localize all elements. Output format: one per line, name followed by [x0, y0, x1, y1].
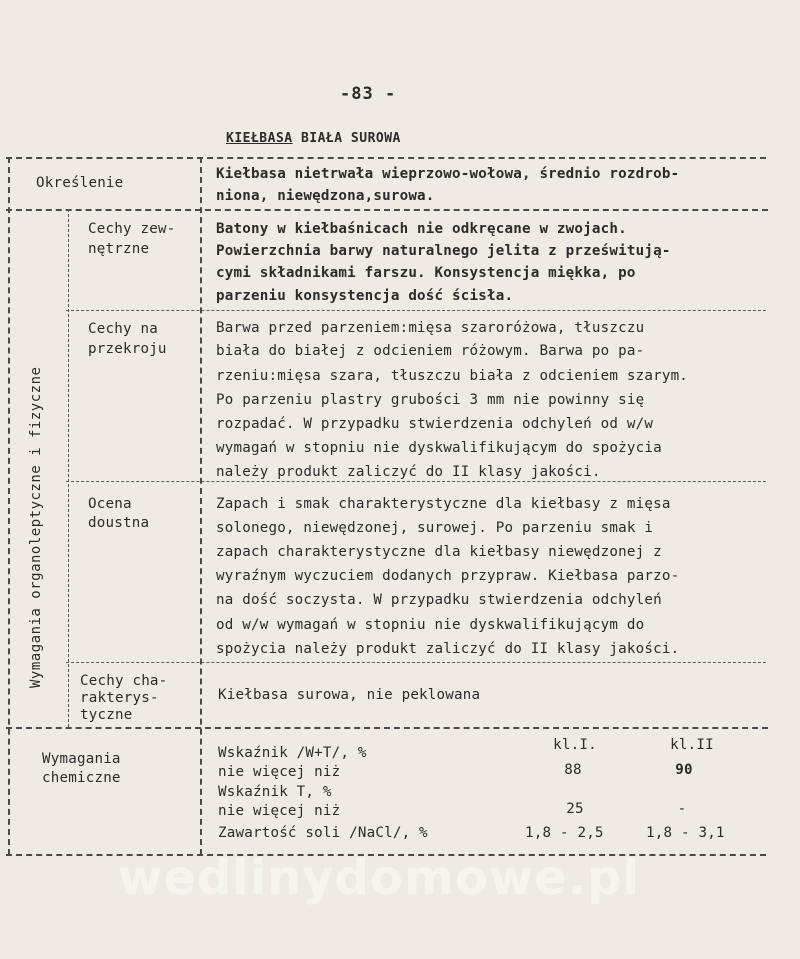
chem-item-label: nie więcej niż — [218, 803, 341, 819]
table-divider-chem — [6, 727, 768, 729]
label-cechy-charakterystyczne: tyczne — [80, 707, 133, 723]
label-okreslenie: Określenie — [36, 175, 124, 191]
page-number: -83 - — [340, 84, 397, 104]
label-cechy-charakterystyczne: rakterys- — [80, 690, 159, 706]
group-label-organoleptic: Wymagania organoleptyczne i fizyczne — [28, 366, 44, 688]
text-cechy-zewnetrzne-line: cymi składnikami farszu. Konsystencja miękka, po — [216, 265, 636, 281]
text-cechy-przekroju-line: należy produkt zaliczyć do II klasy jakości. — [216, 464, 601, 480]
label-wymagania-chemiczne: chemiczne — [42, 770, 121, 786]
title-product: KIEŁBASA — [226, 131, 293, 146]
chem-item-label: Wskaźnik /W+T/, % — [218, 745, 367, 761]
document-title — [226, 131, 401, 146]
text-okreslenie-line: Kiełbasa nietrwała wieprzowo-wołowa, średnio rozdrob- — [216, 166, 680, 182]
title-rest: BIAŁA SUROWA — [292, 131, 401, 146]
label-ocena-doustna: doustna — [88, 515, 150, 531]
label-ocena-doustna: Ocena — [88, 496, 132, 512]
text-ocena-doustna-line: Zapach i smak charakterystyczne dla kiełbasy z mięsa — [216, 496, 671, 512]
text-cechy-przekroju-line: Po parzeniu plastry grubości 3 mm nie powinny się — [216, 392, 645, 408]
text-ocena-doustna-line: od w/w wymagań w stopniu nie dyskwalifikującym do — [216, 617, 645, 633]
text-cechy-przekroju-line: rozpadać. W przypadku stwierdzenia odchyleń od w/w — [216, 416, 654, 432]
column-divider-main — [200, 157, 202, 855]
table-top-border — [6, 157, 766, 159]
text-cechy-przekroju-line: wymagań w stopniu nie dyskwalifikującym do spożycia — [216, 440, 662, 456]
text-cechy-zewnetrzne-line: Batony w kiełbaśnicach nie odkręcane w zwojach. — [216, 221, 627, 237]
text-ocena-doustna-line: spożycia należy produkt zaliczyć do II klasy jakości. — [216, 641, 680, 657]
row-divider — [66, 662, 766, 663]
label-wymagania-chemiczne: Wymagania — [42, 751, 121, 767]
chem-item-kl1-value: 88 — [564, 762, 582, 778]
text-cechy-przekroju-line: Barwa przed parzeniem:mięsa szaroróżowa, tłuszczu — [216, 320, 645, 336]
label-cechy-charakterystyczne: Cechy cha- — [80, 673, 168, 689]
text-ocena-doustna-line: zapach charakterystyczne dla kiełbasy niewędzonej z — [216, 544, 662, 560]
chem-item-label: nie więcej niż — [218, 764, 341, 780]
chem-item-label: Zawartość soli /NaCl/, % — [218, 825, 428, 841]
text-cechy-zewnetrzne-line: parzeniu konsystencja dość ścisła. — [216, 288, 514, 304]
text-cechy-przekroju-line: biała do białej z odcieniem różowym. Barwa po pa- — [216, 343, 645, 359]
row-divider — [66, 310, 766, 311]
text-cechy-zewnetrzne-line: Powierzchnia barwy naturalnego jelita z prześwitują- — [216, 243, 671, 259]
text-ocena-doustna-line: solonego, niewędzonej, surowej. Po parzeniu smak i — [216, 520, 654, 536]
label-cechy-przekroju: przekroju — [88, 341, 167, 357]
watermark: wedlinydomowe.pl — [118, 850, 640, 906]
chem-item-label: Wskaźnik T, % — [218, 784, 332, 800]
column-header-kl2: kl.II — [670, 737, 714, 753]
chem-item-kl2-value: - — [677, 801, 687, 817]
text-cechy-charakterystyczne: Kiełbasa surowa, nie peklowana — [218, 687, 481, 703]
text-okreslenie-line: niona, niewędzona,surowa. — [216, 188, 435, 204]
table-left-border — [8, 157, 10, 855]
text-ocena-doustna-line: na dość soczysta. W przypadku stwierdzenia odchyleń — [216, 592, 662, 608]
label-cechy-przekroju: Cechy na — [88, 321, 158, 337]
column-divider-group — [68, 209, 69, 727]
chem-item-kl2-value: 90 — [675, 762, 693, 778]
label-cechy-zewnetrzne: Cechy zew- — [88, 221, 176, 237]
text-ocena-doustna-line: wyraźnym wyczuciem dodanych przypraw. Kiełbasa parzo- — [216, 568, 680, 584]
chem-item-kl2-value: 1,8 - 3,1 — [646, 825, 725, 841]
chem-item-kl1-value: 25 — [566, 801, 584, 817]
label-cechy-zewnetrzne: nętrzne — [88, 241, 150, 257]
column-header-kl1: kl.I. — [553, 737, 597, 753]
chem-item-kl1-value: 1,8 - 2,5 — [525, 825, 604, 841]
row-divider — [6, 209, 768, 211]
text-cechy-przekroju-line: rzeniu:mięsa szara, tłuszczu biała z odcieniem szarym. — [216, 368, 689, 384]
